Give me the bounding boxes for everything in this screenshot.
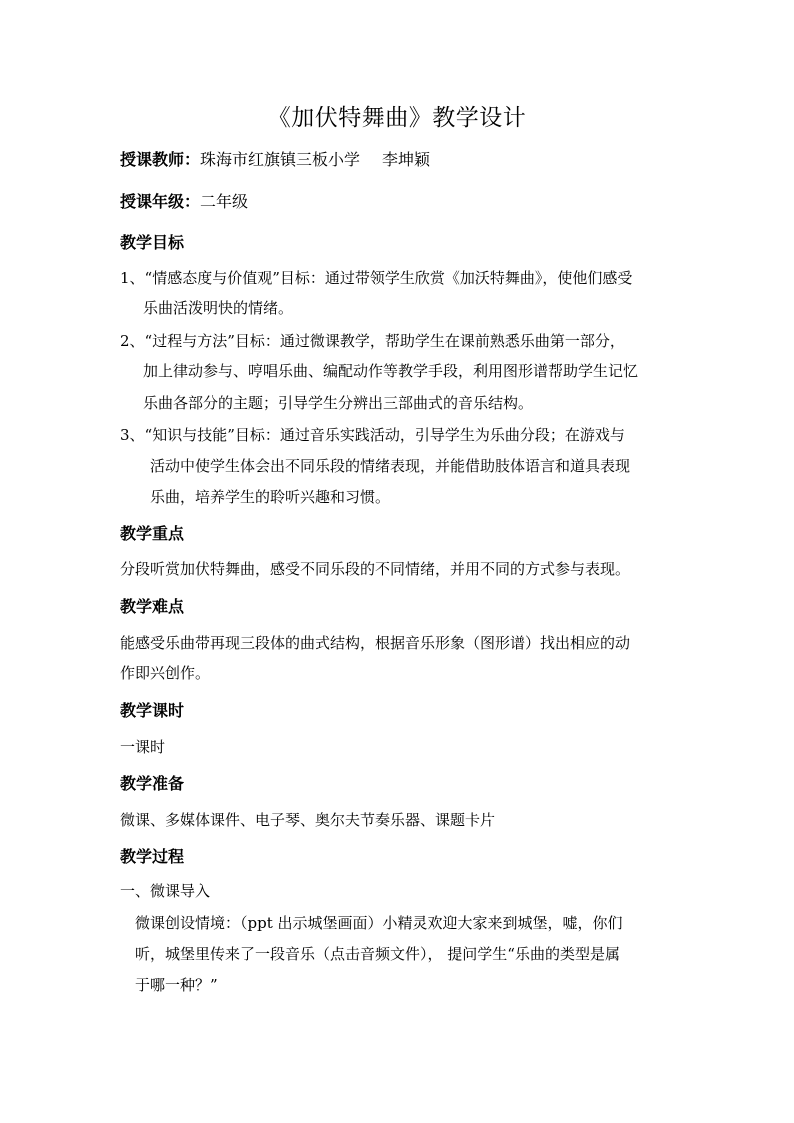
objective-line: 1、“情感态度与价值观”目标：通过带领学生欣赏《加沃特舞曲》，使他们感受	[120, 269, 633, 287]
preparation-heading: 教学准备	[120, 774, 185, 793]
process-line: 听，城堡里传来了一段音乐（点击音频文件）， 提问学生“乐曲的类型是属	[135, 945, 620, 963]
objective-line: 3、“知识与技能”目标：通过音乐实践活动，引导学生为乐曲分段；在游戏与	[120, 426, 625, 444]
objectives-heading: 教学目标	[120, 233, 185, 252]
preparation-text: 微课、多媒体课件、电子琴、奥尔夫节奏乐器、课题卡片	[120, 811, 496, 829]
objective-line: 加上律动参与、哼唱乐曲、编配动作等教学手段，利用图形谱帮助学生记忆	[143, 362, 639, 380]
process-line: 于哪一种？”	[135, 976, 218, 994]
difficulties-heading: 教学难点	[120, 597, 185, 616]
process-line: 微课创设情境：（ppt 出示城堡画面）小精灵欢迎大家来到城堡，嘘，你们	[135, 914, 623, 932]
process-step-title: 一、微课导入	[120, 882, 211, 900]
document-title: 《加伏特舞曲》教学设计	[267, 105, 527, 131]
key-points-text: 分段听赏加伏特舞曲，感受不同乐段的不同情绪，并用不同的方式参与表现。	[120, 560, 631, 578]
grade-line	[120, 190, 248, 214]
objective-line: 乐曲活泼明快的情绪。	[143, 299, 294, 317]
teacher-label: 授课教师：	[120, 150, 201, 169]
grade-value: 二年级	[200, 192, 249, 211]
teacher-name: 李坤颖	[382, 150, 431, 169]
hours-heading: 教学课时	[120, 701, 185, 720]
difficulties-line: 能感受乐曲带再现三段体的曲式结构，根据音乐形象（图形谱）找出相应的动	[120, 634, 631, 652]
objective-line: 活动中使学生体会出不同乐段的情绪表现，并能借助肢体语言和道具表现	[150, 457, 631, 475]
teacher-line	[120, 148, 430, 172]
key-points-heading: 教学重点	[120, 524, 185, 543]
hours-text: 一课时	[120, 738, 166, 756]
objective-line: 乐曲各部分的主题；引导学生分辨出三部曲式的音乐结构。	[143, 394, 534, 412]
objective-line: 乐曲，培养学生的聆听兴趣和习惯。	[150, 488, 391, 506]
grade-label: 授课年级：	[120, 192, 201, 211]
difficulties-line: 作即兴创作。	[120, 664, 211, 682]
teacher-school: 珠海市红旗镇三板小学	[200, 150, 361, 169]
objective-line: 2、“过程与方法”目标：通过微课教学，帮助学生在课前熟悉乐曲第一部分，	[120, 332, 625, 350]
process-heading: 教学过程	[120, 847, 185, 866]
